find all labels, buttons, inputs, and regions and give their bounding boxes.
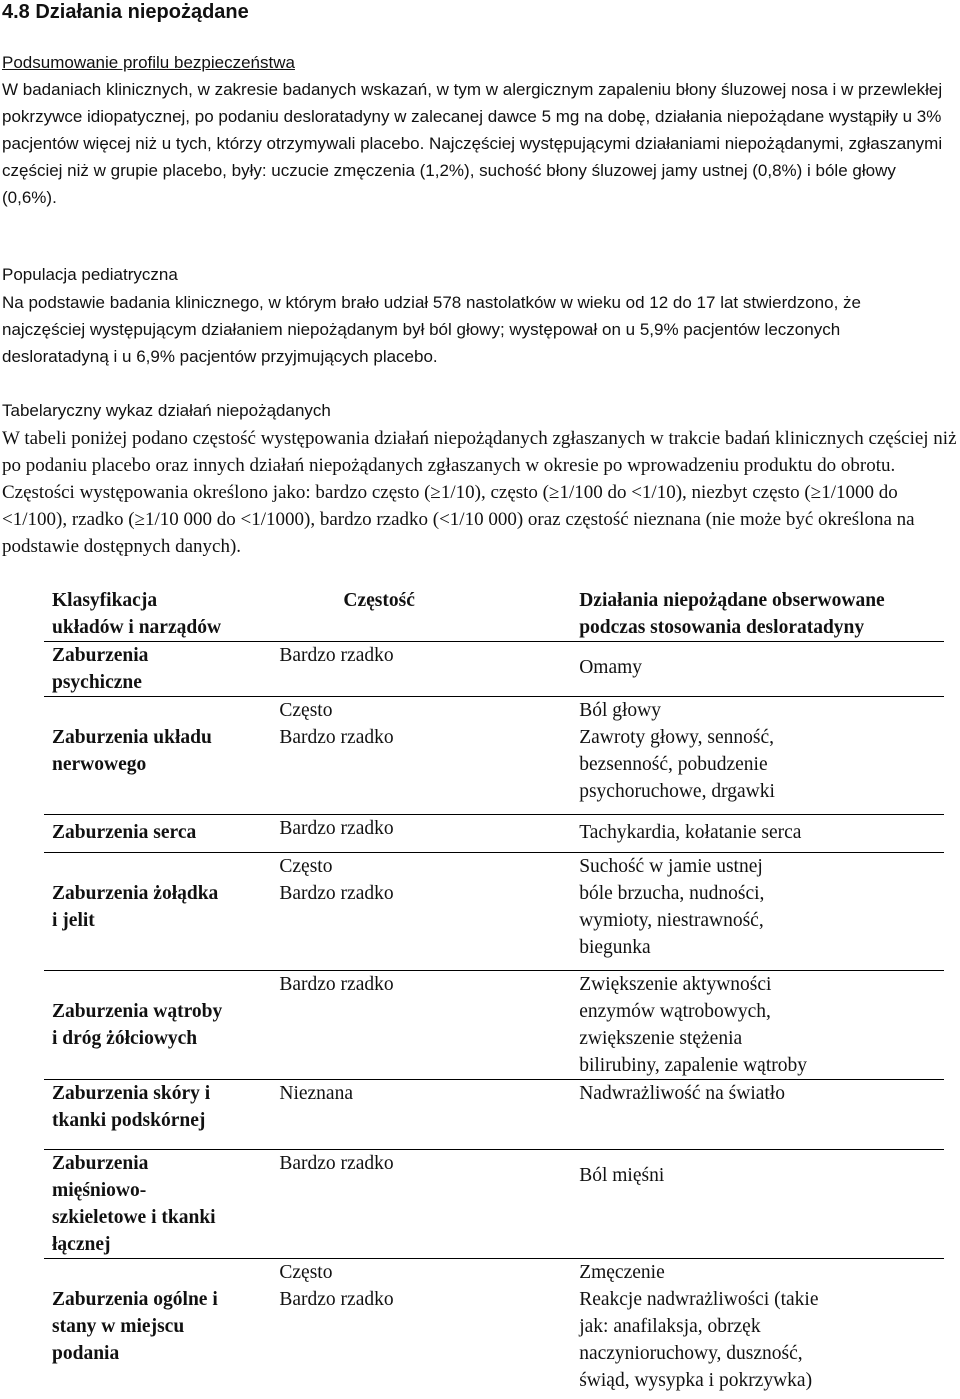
pediatric-heading: Populacja pediatryczna <box>2 265 178 284</box>
header-frequency <box>271 587 571 642</box>
header-organ-class-line: Klasyfikacja <box>52 590 158 611</box>
freq-cell <box>271 971 571 1080</box>
freq-cell <box>271 697 571 815</box>
organ-line: nerwowego <box>52 754 147 775</box>
reactions-line: Ból mięśni <box>579 1165 665 1186</box>
organ-line: podania <box>52 1343 120 1364</box>
reactions-cell <box>571 1150 944 1259</box>
freq-line: Często <box>279 700 333 721</box>
freq-line: Nieznana <box>279 1083 353 1104</box>
pediatric-text: Na podstawie badania klinicznego, w którym brało udział 578 nastolatków w wieku od 12 do 17 lat stwierdzono, że najczęściej występującym działaniem niepożądanym był ból głowy; występował on u 5,9% pacjentów leczonych desloratadyną i u 6,9% pacjentów przyjmujących placebo. <box>2 293 861 366</box>
table-row <box>44 1150 944 1259</box>
reactions-line: Zmęczenie <box>579 1262 665 1283</box>
reactions-line: Zwiększenie aktywności <box>579 974 772 995</box>
organ-line: Zaburzenia <box>52 1153 149 1174</box>
organ-line: Zaburzenia serca <box>52 822 197 843</box>
organ-line: i dróg żółciowych <box>52 1028 198 1049</box>
reactions-line: Tachykardia, kołatanie serca <box>579 822 802 843</box>
organ-cell <box>44 815 271 853</box>
freq-cell <box>271 1150 571 1259</box>
reactions-cell <box>571 853 944 971</box>
safety-summary-heading: Podsumowanie profilu bezpieczeństwa <box>2 53 295 72</box>
table-header-row <box>44 587 944 642</box>
reactions-line: Nadwrażliwość na światło <box>579 1083 785 1104</box>
freq-line: Bardzo rzadko <box>279 974 394 995</box>
organ-cell <box>44 1080 271 1150</box>
reactions-cell <box>571 697 944 815</box>
reactions-line: biegunka <box>579 937 651 958</box>
reactions-cell <box>571 642 944 697</box>
organ-line: Zaburzenia ogólne i <box>52 1289 218 1310</box>
header-reactions-line: podczas stosowania desloratadyny <box>579 617 865 638</box>
organ-line: Zaburzenia <box>52 645 149 666</box>
freq-line: Bardzo rzadko <box>279 645 394 666</box>
organ-cell <box>44 697 271 815</box>
tabular-text: W tabeli poniżej podano częstość występowania działań niepożądanych zgłaszanych w trakcie badań klinicznych częściej niż po podaniu placebo oraz innych działań niepożądanych zgłaszanych w okresie po wprowadzeniu produktu do obrotu. Częstości występowania określono jako: bardzo często (≥1/10), często (≥1/100 do <1/10), niezbyt często (≥1/1000 do <1/100), rzadko (≥1/10 000 do <1/1000), bardzo rzadko (<1/10 000) oraz częstość nieznana (nie może być określona na podstawie dostępnych danych). <box>2 428 957 557</box>
organ-cell <box>44 971 271 1080</box>
reactions-line: enzymów wątrobowych, <box>579 1001 771 1022</box>
table-row <box>44 853 944 971</box>
reactions-cell <box>571 815 944 853</box>
freq-line: Bardzo rzadko <box>279 1153 394 1174</box>
organ-line: Zaburzenia wątroby <box>52 1001 223 1022</box>
table-row <box>44 697 944 815</box>
organ-line: psychiczne <box>52 672 142 693</box>
reactions-line: psychoruchowe, drgawki <box>579 781 775 802</box>
freq-cell <box>271 815 571 853</box>
safety-summary-text: W badaniach klinicznych, w zakresie badanych wskazań, w tym w alergicznym zapaleniu błony śluzowej nosa i w przewlekłej pokrzywce idiopatycznej, po podaniu desloratadyny w zalecanej dawce 5 mg na dobę, działania niepożądane wystąpiły u 3% pacjentów więcej niż u tych, którzy otrzymywali placebo. Najczęściej występującymi działaniami niepożądanymi, zgłaszanymi częściej niż w grupie placebo, były: uczucie zmęczenia (1,2%), suchość błony śluzowej jamy ustnej (0,8%) i bóle głowy (0,6%). <box>2 80 943 207</box>
reactions-line: Ból głowy <box>579 700 662 721</box>
freq-line: Bardzo rzadko <box>279 1289 394 1310</box>
organ-line: Zaburzenia układu <box>52 727 212 748</box>
freq-cell <box>271 853 571 971</box>
header-organ-class <box>44 587 271 642</box>
reactions-line: bezsenność, pobudzenie <box>579 754 768 775</box>
freq-line: Bardzo rzadko <box>279 883 394 904</box>
organ-line: łącznej <box>52 1234 111 1255</box>
organ-line: mięśniowo- <box>52 1180 147 1201</box>
reactions-line: Reakcje nadwrażliwości (takie <box>579 1289 819 1310</box>
freq-line: Bardzo rzadko <box>279 727 394 748</box>
freq-line: Często <box>279 1262 333 1283</box>
freq-cell <box>271 1259 571 1399</box>
freq-cell <box>271 642 571 697</box>
freq-line: Bardzo rzadko <box>279 818 394 839</box>
table-row <box>44 642 944 697</box>
organ-cell <box>44 1259 271 1399</box>
organ-cell <box>44 853 271 971</box>
table-row <box>44 971 944 1080</box>
reactions-line: zwiększenie stężenia <box>579 1028 743 1049</box>
table-row <box>44 1080 944 1150</box>
organ-line: stany w miejscu <box>52 1316 185 1337</box>
header-reactions-line: Działania niepożądane obserwowane <box>579 590 885 611</box>
organ-line: Zaburzenia żołądka <box>52 883 219 904</box>
reactions-cell <box>571 1259 944 1399</box>
section-title: 4.8 Działania niepożądane <box>2 1 249 23</box>
reactions-line: Omamy <box>579 657 643 678</box>
freq-line: Często <box>279 856 333 877</box>
reactions-line: bóle brzucha, nudności, <box>579 883 765 904</box>
tabular-heading: Tabelaryczny wykaz działań niepożądanych <box>2 401 331 420</box>
reactions-line: bilirubiny, zapalenie wątroby <box>579 1055 807 1076</box>
header-reactions <box>571 587 944 642</box>
table-row <box>44 1259 944 1399</box>
organ-line: Zaburzenia skóry i <box>52 1083 211 1104</box>
organ-line: i jelit <box>52 910 95 931</box>
table-row <box>44 815 944 853</box>
header-organ-class-line: układów i narządów <box>52 617 222 638</box>
organ-line: tkanki podskórnej <box>52 1110 206 1131</box>
freq-cell <box>271 1080 571 1150</box>
reactions-line: wymioty, niestrawność, <box>579 910 764 931</box>
header-frequency-label: Częstość <box>343 590 415 611</box>
organ-line: szkieletowe i tkanki <box>52 1207 216 1228</box>
reactions-line: naczynioruchowy, duszność, <box>579 1343 803 1364</box>
organ-cell <box>44 642 271 697</box>
reactions-line: jak: anafilaksja, obrzęk <box>579 1316 761 1337</box>
reactions-line: Zawroty głowy, senność, <box>579 727 774 748</box>
reactions-line: Suchość w jamie ustnej <box>579 856 763 877</box>
reactions-cell <box>571 971 944 1080</box>
adverse-reactions-table <box>44 587 944 1399</box>
reactions-line: świąd, wysypka i pokrzywka) <box>579 1370 813 1391</box>
organ-cell <box>44 1150 271 1259</box>
reactions-cell <box>571 1080 944 1150</box>
